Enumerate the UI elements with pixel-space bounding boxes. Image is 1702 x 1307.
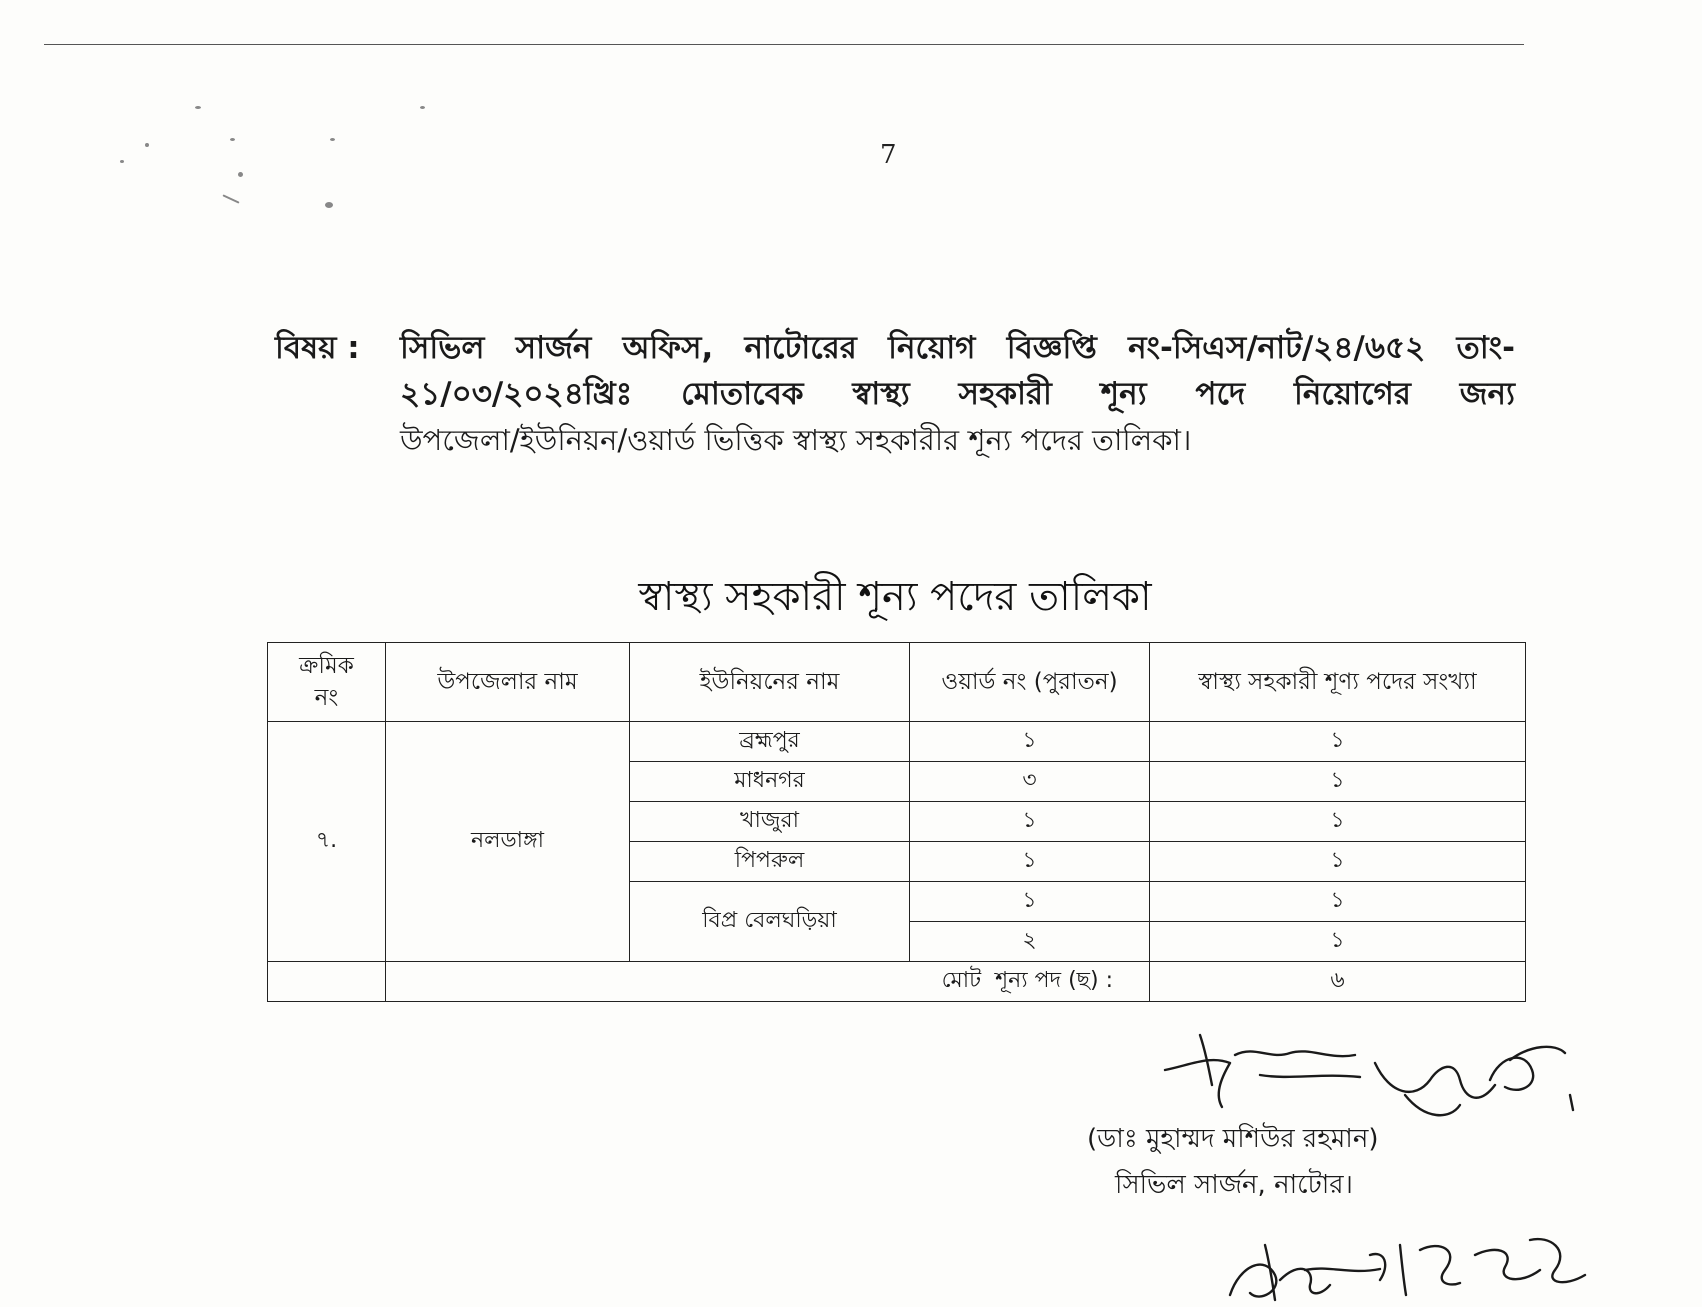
signatory-title: সিভিল সার্জন, নাটোর। [1115, 1170, 1353, 1200]
union-cell: মাধনগর [630, 762, 910, 802]
ward-cell: ৩ [910, 762, 1150, 802]
union-cell: পিপরুল [630, 842, 910, 882]
serial-cell: ৭. [268, 722, 386, 962]
subject-line-1: সিভিল সার্জন অফিস, নাটোরের নিয়োগ বিজ্ঞপ্তি নং-সিএস/নাট/২৪/৬৫২ তাং- [400, 330, 1515, 366]
union-cell: খাজুরা [630, 802, 910, 842]
top-rule [44, 44, 1524, 45]
union-cell: ব্রহ্মপুর [630, 722, 910, 762]
ward-cell: ২ [910, 922, 1150, 962]
signature-mark [1160, 1025, 1580, 1125]
upazila-cell: নলডাঙ্গা [386, 722, 630, 962]
total-label-cell [386, 962, 1150, 1002]
scan-speck [120, 160, 124, 163]
header-ward: ওয়ার্ড নং (পুরাতন) [910, 643, 1150, 722]
total-blank-cell [268, 962, 386, 1002]
ward-cell: ১ [910, 882, 1150, 922]
vacancy-table [267, 642, 1526, 1002]
scan-speck [330, 138, 335, 141]
vacancy-cell: ১ [1150, 842, 1526, 882]
header-serial [268, 643, 386, 722]
table-title: স্বাস্থ্য সহকারী শূন্য পদের তালিকা [638, 574, 1152, 620]
table-header-row [268, 643, 1526, 722]
union-cell: বিপ্র বেলঘড়িয়া [630, 882, 910, 962]
ward-cell: ১ [910, 842, 1150, 882]
subject-line-3: উপজেলা/ইউনিয়ন/ওয়ার্ড ভিত্তিক স্বাস্থ্য সহকারীর শূন্য পদের তালিকা। [400, 423, 1192, 457]
scan-speck [145, 143, 149, 147]
total-row [268, 962, 1526, 1002]
subject-label: বিষয় : [275, 330, 360, 366]
scan-speck [420, 106, 425, 109]
header-vacancies: স্বাস্থ্য সহকারী শূণ্য পদের সংখ্যা [1150, 643, 1526, 722]
handwritten-initials [1220, 1225, 1600, 1307]
header-union: ইউনিয়নের নাম [630, 643, 910, 722]
header-upazila: উপজেলার নাম [386, 643, 630, 722]
vacancy-cell: ১ [1150, 882, 1526, 922]
scan-speck [222, 194, 239, 203]
vacancy-cell: ১ [1150, 722, 1526, 762]
ward-cell: ১ [910, 722, 1150, 762]
header-serial-line1: ক্রমিক [299, 653, 354, 679]
subject-body [400, 325, 1515, 463]
scan-speck [325, 202, 333, 208]
total-label: মোট শূন্য পদ (ছ) : [941, 968, 1113, 993]
signatory-name: (ডাঃ মুহাম্মদ মশিউর রহমান) [1087, 1124, 1379, 1154]
vacancy-cell: ১ [1150, 762, 1526, 802]
page-number: 7 [880, 140, 897, 170]
total-value-cell: ৬ [1150, 962, 1526, 1002]
scan-speck [195, 106, 201, 109]
scan-speck [238, 172, 243, 177]
vacancy-cell: ১ [1150, 802, 1526, 842]
ward-cell: ১ [910, 802, 1150, 842]
vacancy-cell: ১ [1150, 922, 1526, 962]
header-serial-line2: নং [314, 685, 339, 711]
table-row [268, 722, 1526, 762]
scan-speck [230, 138, 235, 141]
subject-line-2: ২১/০৩/২০২৪খ্রিঃ মোতাবেক স্বাস্থ্য সহকারী শূন্য পদে নিয়োগের জন্য [400, 376, 1515, 412]
